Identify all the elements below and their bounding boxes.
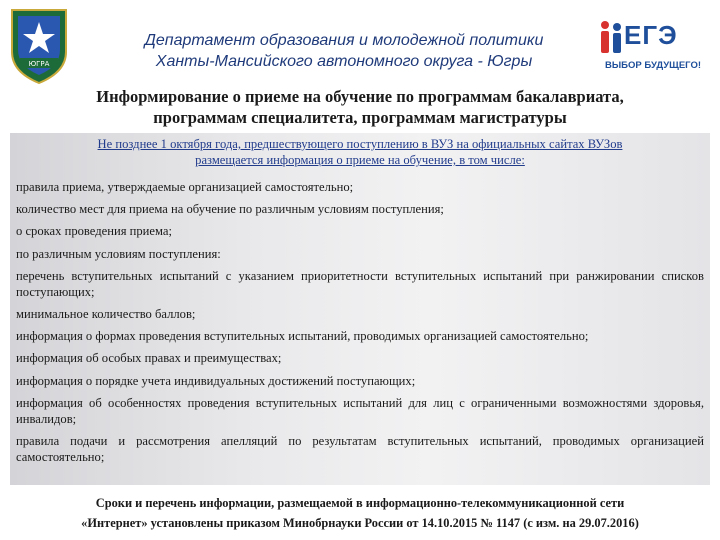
list-item: правила приема, утверждаемые организацией самостоятельно;: [16, 180, 354, 194]
list-item: перечень вступительных испытаний с указанием приоритетности вступительных испытаний при ранжировании списков поступающих;: [16, 268, 704, 299]
ege-logo-word: ЕГЭ: [624, 20, 678, 50]
list-item: информация о формах проведения вступительных испытаний, проводимых организацией самостоятельно;: [16, 329, 589, 344]
content-panel: [10, 133, 710, 485]
intro-text: [24, 136, 696, 168]
title-line-2: программам специалитета, программам магистратуры: [153, 108, 567, 127]
intro-line-1: Не позднее 1 октября года, предшествующего поступлению в ВУЗ на официальных сайтах ВУЗов: [97, 137, 623, 151]
coat-of-arms-icon: [6, 6, 72, 86]
intro-line-2: размещается информация о приеме на обучение, в том числе:: [195, 153, 525, 167]
header: [0, 0, 720, 86]
list-item: о сроках проведения приема;: [16, 224, 172, 239]
list-item: информация о порядке учета индивидуальных достижений поступающих;: [16, 373, 416, 388]
list-item: по различным условиям поступления:: [16, 246, 221, 261]
page-title: [20, 86, 700, 128]
footer-line-1: Сроки и перечень информации, размещаемой в информационно-телекоммуникационной сети: [95, 496, 625, 510]
list-item: количество мест для приема на обучение по различным условиям поступления;: [16, 202, 444, 217]
department-name: [84, 30, 604, 72]
ege-logo: [594, 18, 712, 78]
ege-logo-tagline: ВЫБОР БУДУЩЕГО!: [605, 60, 701, 71]
department-line-1: Департамент образования и молодежной политики: [144, 32, 544, 49]
list-item: правила подачи и рассмотрения апелляций по результатам вступительных испытаний, проводимых организацией самостоятельно;: [16, 433, 704, 464]
info-list: [16, 179, 704, 471]
list-item: информация об особенностях проведения вступительных испытаний для лиц с ограниченными возможностями здоровья, инвалидов;: [16, 395, 704, 426]
footer-line-2: «Интернет» установлены приказом Минобрнауки России от 14.10.2015 № 1147 (с изм. на 29.07.2016): [81, 516, 639, 530]
list-item: минимальное количество баллов;: [16, 306, 196, 321]
emblem-label: ЮГРА: [28, 60, 50, 68]
footer-note: [20, 493, 700, 533]
department-line-2: Ханты-Мансийского автономного округа - Югры: [155, 53, 533, 70]
title-line-1: Информирование о приеме на обучение по программам бакалавриата,: [96, 87, 624, 106]
list-item: информация об особых правах и преимуществах;: [16, 351, 282, 366]
